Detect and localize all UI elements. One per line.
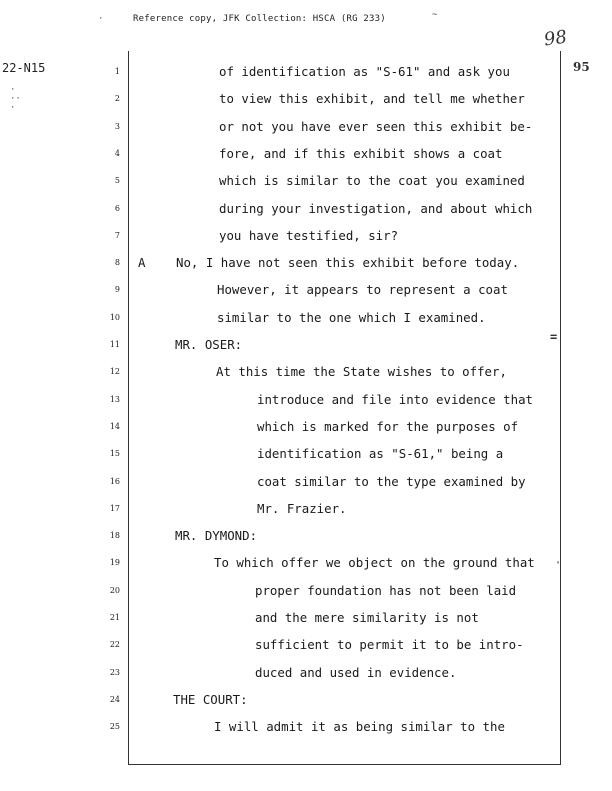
header-stamp: ~ <box>432 10 438 20</box>
line-number: 1 <box>114 67 120 76</box>
speaker-marker: A <box>138 255 146 270</box>
line-number: 15 <box>109 449 120 458</box>
transcript-line-text: to view this exhibit, and tell me whether <box>219 91 525 106</box>
reference-header: Reference copy, JFK Collection: HSCA (RG 233) <box>133 14 386 24</box>
transcript-line-text: identification as "S-61," being a <box>257 446 504 461</box>
transcript-line-text: which is marked for the purposes of <box>257 419 519 434</box>
line-number: 8 <box>114 258 120 267</box>
struck-page-number: 95 <box>573 60 590 74</box>
transcript-line-text: MR. DYMOND: <box>175 528 258 543</box>
line-number: 6 <box>114 204 120 213</box>
transcript-line-text: introduce and file into evidence that <box>257 392 534 407</box>
transcript-line-text: you have testified, sir? <box>219 228 399 243</box>
line-number: 16 <box>109 477 120 486</box>
transcript-line-text: duced and used in evidence. <box>255 665 457 680</box>
line-number: 3 <box>114 122 120 131</box>
pen-tick: ' <box>555 560 562 571</box>
transcript-line-text: similar to the one which I examined. <box>217 310 486 325</box>
line-number: 18 <box>109 531 120 540</box>
transcript-line-text: I will admit it as being similar to the <box>214 719 505 734</box>
transcript-line-text: or not you have ever seen this exhibit be- <box>219 119 533 134</box>
transcript-line-text: sufficient to permit it to be intro- <box>255 637 524 652</box>
transcript-line-text: coat similar to the type examined by <box>257 474 526 489</box>
line-number: 14 <box>109 422 120 431</box>
handwritten-page-number: 98 <box>542 26 569 51</box>
line-number: 23 <box>109 668 120 677</box>
line-number: 10 <box>109 313 120 322</box>
transcript-line-text: and the mere similarity is not <box>255 610 479 625</box>
line-number: 20 <box>109 586 120 595</box>
transcript-line-text: Mr. Frazier. <box>257 501 347 516</box>
line-number: 21 <box>109 613 120 622</box>
line-number: 11 <box>109 340 120 349</box>
line-number: 24 <box>109 695 120 704</box>
transcript-line-text: which is similar to the coat you examined <box>219 173 525 188</box>
transcript-line-text: proper foundation has not been laid <box>255 583 517 598</box>
transcript-line-text: of identification as "S-61" and ask you <box>219 64 510 79</box>
line-number: 17 <box>109 504 120 513</box>
line-number: 19 <box>109 558 120 567</box>
transcript-line-text: THE COURT: <box>173 692 248 707</box>
transcript-line-text: However, it appears to represent a coat <box>217 282 508 297</box>
transcript-line-text: fore, and if this exhibit shows a coat <box>219 146 503 161</box>
margin-mark: = <box>550 330 558 344</box>
line-number: 13 <box>109 395 120 404</box>
line-number: 22 <box>109 640 120 649</box>
line-number: 2 <box>114 94 120 103</box>
line-number: 7 <box>114 231 120 240</box>
transcript-line-text: during your investigation, and about which <box>219 201 533 216</box>
line-number: 9 <box>114 285 120 294</box>
transcript-line-text: To which offer we object on the ground that <box>214 555 535 570</box>
page-speck: · <box>98 14 104 24</box>
margin-specks: · ·· · <box>10 85 21 113</box>
line-number: 5 <box>114 176 120 185</box>
transcript-line-text: No, I have not seen this exhibit before today. <box>176 255 520 270</box>
line-number: 4 <box>114 149 120 158</box>
line-number: 12 <box>109 367 120 376</box>
transcript-line-text: MR. OSER: <box>175 337 243 352</box>
line-number: 25 <box>109 722 120 731</box>
transcript-line-text: At this time the State wishes to offer, <box>216 364 507 379</box>
document-id: 22-N15 <box>2 61 46 75</box>
